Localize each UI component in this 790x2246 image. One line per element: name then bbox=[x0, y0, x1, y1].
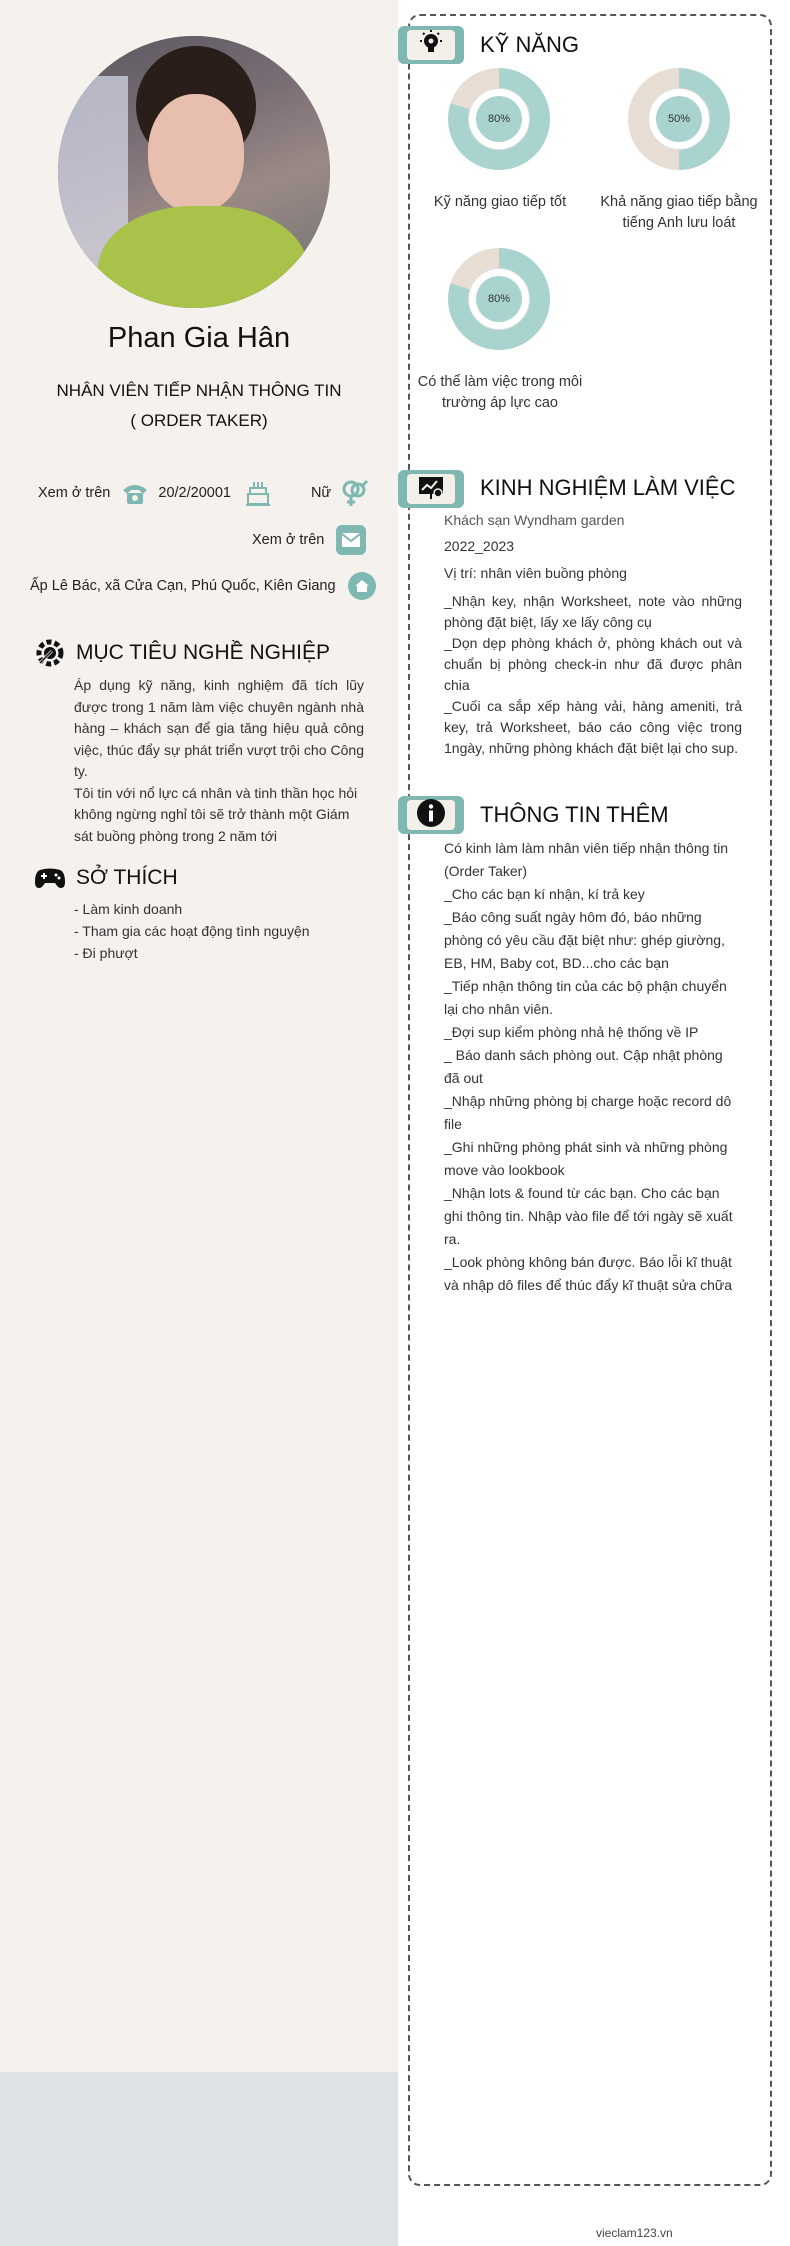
experience-title: KINH NGHIỆM LÀM VIỆC bbox=[480, 475, 736, 500]
extra-info-tag bbox=[398, 796, 464, 834]
email-row bbox=[252, 525, 366, 555]
candidate-name: Phan Gia Hân bbox=[107, 322, 291, 354]
career-goal-icon bbox=[34, 637, 66, 669]
home-location-icon bbox=[348, 572, 376, 600]
career-goal-text bbox=[74, 675, 364, 847]
career-goal-heading bbox=[34, 637, 330, 669]
hobby-item: - Đi phượt bbox=[74, 945, 138, 961]
gender-text: Nữ bbox=[310, 485, 332, 501]
job-title-line2: ( ORDER TAKER) bbox=[130, 411, 268, 430]
email-text: Xem ở trên bbox=[252, 532, 325, 548]
hobby-item: - Tham gia các hoạt động tình nguyện bbox=[74, 923, 310, 939]
hobbies-list bbox=[74, 898, 310, 964]
hobbies-heading bbox=[34, 862, 178, 894]
career-goal-para1: Áp dụng kỹ năng, kinh nghiệm đã tích lũy được trong 1 năm làm việc chuyên ngành nhà hàng – khách sạn để gia tăng hiệu quả công việc, thúc đẩy sự phát triển vượt trội cho Công ty. bbox=[74, 677, 364, 779]
hobby-item: - Làm kinh doanh bbox=[74, 901, 183, 917]
job-title bbox=[0, 376, 398, 436]
hobbies-title: SỞ THÍCH bbox=[76, 866, 178, 889]
skill-name: Kỹ năng giao tiếp tốt bbox=[433, 194, 567, 210]
gender-icon bbox=[339, 478, 369, 508]
experience-tag bbox=[398, 470, 464, 508]
job-title-line1: NHÂN VIÊN TIẾP NHẬN THÔNG TIN bbox=[56, 381, 342, 400]
career-goal-para2: Tôi tin với nổ lực cá nhân và tinh thần học hỏi không ngừng nghỉ tôi sẽ trở thành một Giám sát buồng phòng trong 2 năm tới bbox=[74, 784, 358, 844]
skill-name: Khả năng giao tiếp bằng tiếng Anh lưu loát bbox=[600, 194, 758, 231]
footer-credit: vieclam123.vn bbox=[596, 2226, 673, 2240]
address-row bbox=[30, 572, 376, 600]
experience-position: Vị trí: nhân viên buồng phòng bbox=[444, 565, 627, 581]
profile-photo bbox=[58, 36, 330, 308]
skills-tag bbox=[398, 26, 464, 64]
skill-percent: 80% bbox=[476, 276, 522, 322]
phone-row bbox=[38, 478, 369, 508]
lightbulb-gear-icon bbox=[417, 30, 445, 61]
skill-donut bbox=[448, 68, 550, 170]
gamepad-icon bbox=[34, 862, 66, 894]
chart-presentation-icon bbox=[417, 474, 445, 505]
email-icon bbox=[336, 525, 366, 555]
skill-donut bbox=[448, 248, 550, 350]
experience-period: 2022_2023 bbox=[444, 538, 515, 554]
birthday-text: 20/2/20001 bbox=[158, 485, 231, 501]
phone-icon bbox=[120, 478, 150, 508]
experience-company: Khách sạn Wyndham garden bbox=[444, 512, 625, 528]
extra-info-title: THÔNG TIN THÊM bbox=[480, 802, 669, 827]
skill-name: Có thể làm việc trong môi trường áp lực cao bbox=[417, 374, 583, 411]
left-column-footer-band bbox=[0, 2072, 398, 2246]
career-goal-title: MỤC TIÊU NGHỀ NGHIỆP bbox=[76, 641, 330, 664]
address-text: Ấp Lê Bác, xã Cửa Cạn, Phú Quốc, Kiên Giang bbox=[30, 578, 336, 594]
skill-donut bbox=[628, 68, 730, 170]
extra-info-text: Có kinh làm làm nhân viên tiếp nhận thông tin (Order Taker) _Cho các bạn kí nhận, kí trả key _Báo công suất ngày hôm đó, báo những phòng có yêu cầu đặt biệt như: ghép giường, EB, HM, Baby cot, BD...cho các bạn _Tiếp nhận thông tin của các bộ phận chuyển lại cho nhân viên. _Đợi sup kiểm phòng nhả hệ thống về IP _ Báo danh sách phòng out. Cập nhật phòng đã out _Nhập những phòng bị charge hoặc record dô file _Ghi những phòng phát sinh và những phòng move vào lookbook _Nhận lots & found từ các bạn. Cho các bạn ghi thông tin. Nhập vào file để tới ngày sẽ xuất ra. _Look phòng không bán được. Báo lỗi kĩ thuật và nhập dô files để thúc đẩy kĩ thuật sửa chữa bbox=[444, 840, 733, 1293]
experience-duties: _Nhận key, nhận Worksheet, note vào những phòng đặt biệt, lấy xe lấy công cụ _Dọn dẹp phòng khách ở, phòng khách out và chuẩn bị phòng check-in như đã được phân chia _Cuối ca sắp xếp hàng vải, hàng ameniti, trả key, trả Worksheet, báo cáo công việc trong 1ngày, những phòng khách đặt biệt lại cho sup. bbox=[444, 593, 742, 756]
phone-text: Xem ở trên bbox=[38, 485, 111, 501]
skills-title: KỸ NĂNG bbox=[480, 32, 580, 57]
birthday-cake-icon bbox=[243, 478, 273, 508]
skill-percent: 80% bbox=[476, 96, 522, 142]
skill-percent: 50% bbox=[656, 96, 702, 142]
info-icon bbox=[416, 798, 446, 833]
